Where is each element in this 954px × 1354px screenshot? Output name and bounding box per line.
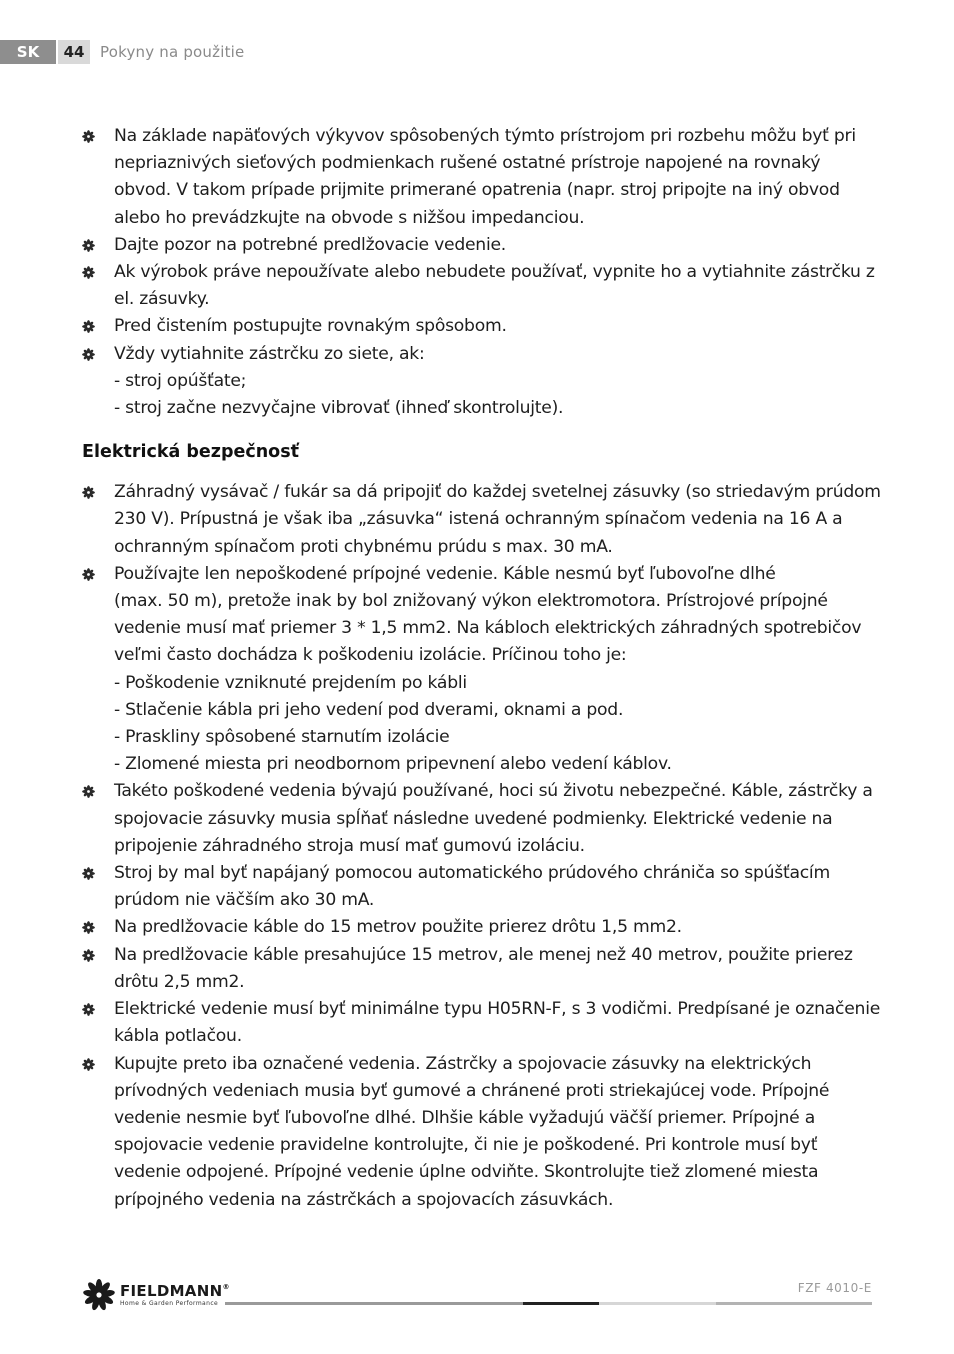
flower-bullet-icon xyxy=(82,486,95,499)
flower-bullet-icon xyxy=(82,348,95,361)
page-header xyxy=(0,40,244,64)
list-item xyxy=(82,561,882,779)
list-item-text: Na základe napäťových výkyvov spôsobených týmto prístrojom pri rozbehu môžu byť pri nepriaznivých sieťových podmienkach rušené ostatné prístroje napojené na rovnaký obvod. V takom prípade prijmite primerané opatrenia (napr. stroj pripojte na iný obvod alebo ho prevádzkujte na obvode s nižšou impedanciou. xyxy=(114,126,856,228)
list-item xyxy=(82,1051,882,1214)
flower-bullet-icon xyxy=(82,568,95,581)
list-item-subline: (max. 50 m), pretože inak by bol znižovaný výkon elektromotora. Prístrojové prípojné vedenie musí mať priemer 3 * 1,5 mm2. Na kábloch elektrických záhradných spotrebičov veľmi často dochádza k poškodeniu izolácie. Príčinou toho je: xyxy=(114,591,862,666)
list-item xyxy=(82,341,882,423)
section-title: Elektrická bezpečnosť xyxy=(82,442,299,463)
list-item-text: Elektrické vedenie musí byť minimálne typu H05RN-F, s 3 vodičmi. Predpísané je označenie kábla potlačou. xyxy=(114,999,881,1047)
list-item-text: Vždy vytiahnite zástrčku zo siete, ak: xyxy=(114,343,425,364)
list-item xyxy=(82,996,882,1050)
flower-bullet-icon xyxy=(82,1003,95,1016)
flower-bullet-icon xyxy=(82,320,95,333)
language-badge: SK xyxy=(0,40,56,64)
list-item xyxy=(82,259,882,313)
electrical-safety-list xyxy=(82,479,882,1213)
list-item xyxy=(82,914,882,941)
list-item-subline: - stroj opúšťate; xyxy=(114,370,247,391)
list-item-text: Záhradný vysávač / fukár sa dá pripojiť do každej svetelnej zásuvky (so striedavým prúdom 230 V). Prípustná je však iba „zásuvka“ istená ochranným spínačom vedenia na 16 A a ochranným spínačom proti chybnému prúdu s max. 30 mA. xyxy=(114,482,881,557)
page-footer xyxy=(82,1276,872,1312)
flower-bullet-icon xyxy=(82,949,95,962)
list-item xyxy=(82,313,882,340)
brand-logo xyxy=(82,1278,230,1312)
footer-rule-segment xyxy=(599,1302,716,1305)
trademark-sign: ® xyxy=(222,1282,230,1291)
page-content xyxy=(82,123,882,1214)
list-item-subline: - Zlomené miesta pri neodbornom pripevnení alebo vedení káblov. xyxy=(114,754,672,775)
flower-bullet-icon xyxy=(82,266,95,279)
list-item-subline: - Stlačenie kábla pri jeho vedení pod dverami, oknami a pod. xyxy=(114,699,624,720)
list-item xyxy=(82,860,882,914)
list-item-text: Na predlžovacie káble presahujúce 15 metrov, ale menej než 40 metrov, použite prierez drôtu 2,5 mm2. xyxy=(114,944,853,992)
flower-bullet-icon xyxy=(82,239,95,252)
brand-tagline: Home & Garden Performance xyxy=(120,1299,219,1307)
flower-bullet-icon xyxy=(82,867,95,880)
list-item xyxy=(82,942,882,996)
flower-bullet-icon xyxy=(82,785,95,798)
page-number: 44 xyxy=(58,40,90,64)
list-item-text: Takéto poškodené vedenia bývajú používané, hoci sú životu nebezpečné. Káble, zástrčky a spojovacie zásuvky musia spĺňať následne uvedené podmienky. Elektrické vedenie na pripojenie záhradného stroja musí mať gumovú izoláciu. xyxy=(114,781,873,856)
list-item xyxy=(82,479,882,561)
list-item-text: Ak výrobok práve nepoužívate alebo nebudete používať, vypnite ho a vytiahnite zástrčku z el. zásuvky. xyxy=(114,262,875,310)
brand-name: FIELDMANN xyxy=(120,1281,223,1300)
header-title: Pokyny na použitie xyxy=(100,43,245,61)
flower-bullet-icon xyxy=(82,130,95,143)
list-item xyxy=(82,123,882,232)
model-number: FZF 4010-E xyxy=(797,1281,872,1295)
safety-list xyxy=(82,123,882,422)
flower-bullet-icon xyxy=(82,921,95,934)
list-item-subline: - stroj začne nezvyčajne vibrovať (ihneď skontrolujte). xyxy=(114,398,564,419)
list-item xyxy=(82,232,882,259)
list-item-text: Používajte len nepoškodené prípojné vedenie. Káble nesmú byť ľubovoľne dlhé xyxy=(114,563,776,584)
list-item xyxy=(82,778,882,860)
list-item-subline: - Poškodenie vzniknuté prejdením po kábli xyxy=(114,672,467,693)
footer-rule-segment xyxy=(716,1302,872,1305)
list-item-text: Dajte pozor na potrebné predlžovacie vedenie. xyxy=(114,234,507,255)
fieldmann-logo-icon xyxy=(82,1278,116,1312)
list-item-text: Pred čistením postupujte rovnakým spôsobom. xyxy=(114,316,507,337)
list-item-text: Stroj by mal byť napájaný pomocou automatického prúdového chrániča so spúšťacím prúdom nie väčším ako 30 mA. xyxy=(114,863,830,911)
footer-rule-segment xyxy=(225,1302,523,1305)
footer-rule-segment xyxy=(523,1302,599,1305)
list-item-text: Na predlžovacie káble do 15 metrov použite prierez drôtu 1,5 mm2. xyxy=(114,917,682,938)
list-item-subline: - Praskliny spôsobené starnutím izolácie xyxy=(114,727,450,748)
flower-bullet-icon xyxy=(82,1058,95,1071)
list-item-text: Kupujte preto iba označené vedenia. Zástrčky a spojovacie zásuvky na elektrických prívodných vedeniach musia byť gumové a chránené proti striekajúcej vode. Prípojné vedenie nesmie byť ľubovoľne dlhé. Dlhšie káble vyžadujú väčší priemer. Prípojné a spojovacie vedenie pravidelne kontrolujte, či nie je poškodené. Pri kontrole musí byť vedenie odpojené. Prípojné vedenie úplne odviňte. Skontrolujte tiež zlomené miesta prípojného vedenia na zástrčkách a spojovacích zásuvkách. xyxy=(114,1053,830,1210)
